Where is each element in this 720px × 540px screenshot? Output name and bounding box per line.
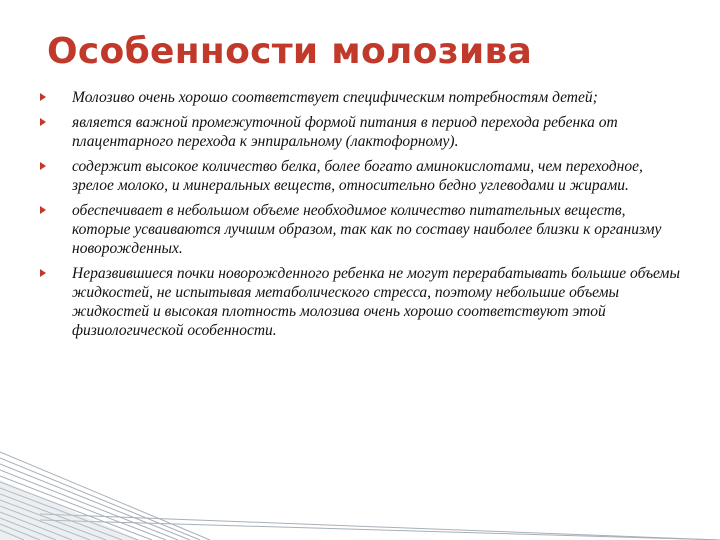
triangle-bullet-icon — [40, 206, 46, 214]
bullet-text: Молозиво очень хорошо соответствует специфическим потребностям детей; — [72, 89, 598, 106]
bullet-list — [40, 88, 680, 346]
list-item — [40, 264, 680, 340]
list-item — [40, 157, 680, 195]
bullet-text: обеспечивает в небольшом объеме необходимое количество питательных веществ, которые усваиваются лучшим образом, так как по составу наиболее близки к организму новорожденных. — [72, 202, 662, 257]
corner-decoration — [0, 440, 720, 540]
bullet-text: содержит высокое количество белка, более богато аминокислотами, чем переходное, зрелое молоко, и минеральных веществ, относительно бедно углеводами и жирами. — [72, 158, 643, 194]
bullet-text: Неразвившиеся почки новорожденного ребенка не могут перерабатывать большие объемы жидкостей, не испытывая метаболического стресса, поэтому небольшие объемы жидкостей и высокая плотность молозива очень хорошо соответствуют этой физиологической особенности. — [72, 265, 680, 339]
slide-title: Особенности молозива — [47, 31, 533, 72]
triangle-bullet-icon — [40, 162, 46, 170]
triangle-bullet-icon — [40, 93, 46, 101]
list-item — [40, 113, 680, 151]
list-item — [40, 88, 680, 107]
list-item — [40, 201, 680, 258]
triangle-bullet-icon — [40, 269, 46, 277]
bullet-text: является важной промежуточной формой питания в период перехода ребенка от плацентарного перехода к энпиральному (лактофорному). — [72, 114, 618, 150]
triangle-bullet-icon — [40, 118, 46, 126]
